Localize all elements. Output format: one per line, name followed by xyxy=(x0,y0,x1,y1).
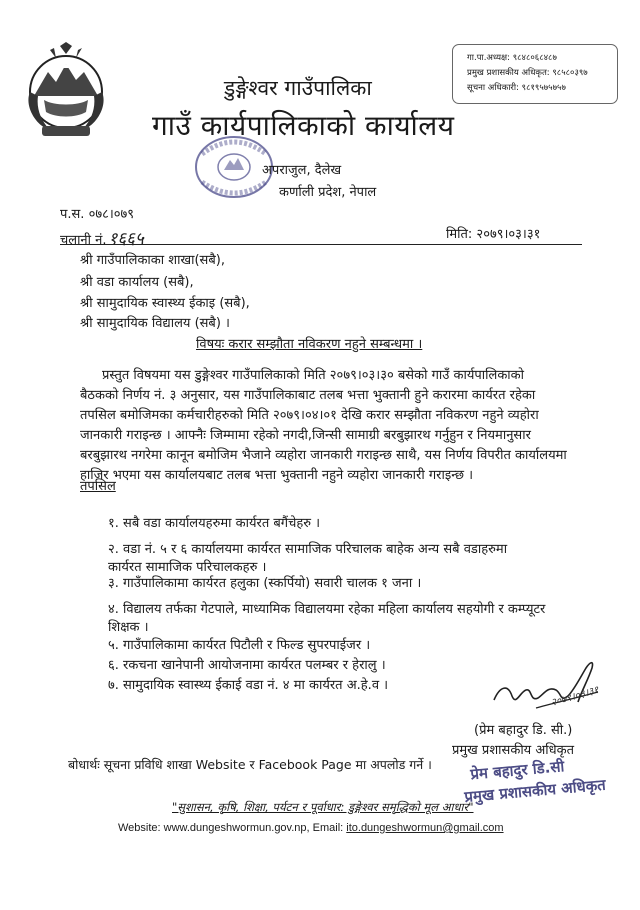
signer-name: (प्रेम बहादुर डि. सी.) xyxy=(474,723,573,738)
signature-date-scribble: २०७९।०३।३१ xyxy=(549,684,601,709)
address-line-1: अपराजुल, दैलेख xyxy=(262,163,342,178)
contact-box xyxy=(452,44,618,104)
list-item: ३. गाउँपालिकामा कार्यरत हलुका (स्कर्पियो) सवारी चालक १ जना । xyxy=(108,576,422,591)
list-item-continuation: कार्यरत सामाजिक परिचालकहरु । xyxy=(108,560,267,575)
list-item-continuation: शिक्षक । xyxy=(108,620,149,635)
list-item: ५. गाउँपालिकामा कार्यरत पिटौली र फिल्ड सुपरपाईजर । xyxy=(108,638,371,653)
bodhartha-note: बोधार्थः सूचना प्रविधि शाखा Website र Facebook Page मा अपलोड गर्ने । xyxy=(68,757,432,772)
office-title: गाउँ कार्यपालिकाको कार्यालय xyxy=(152,109,455,142)
stamp-name: प्रेम बहादुर डि.सी xyxy=(469,757,566,784)
contact-cao: प्रमुख प्रशासकीय अधिकृत: ९८५८०३९७ xyxy=(467,68,588,78)
footer-email-link[interactable]: ito.dungeshwormun@gmail.com xyxy=(346,822,504,834)
signer-title: प्रमुख प्रशासकीय अधिकृत xyxy=(452,743,575,758)
contact-info-officer: सूचना अधिकारी: ९८१९५७५७५७ xyxy=(467,83,566,93)
body-paragraph xyxy=(80,366,582,486)
body-line: बैठकको निर्णय नं. ३ अनुसार, यस गाउँपालिकाबाट तलब भत्ता भुक्तानी हुने करारमा कार्यरत रहेका xyxy=(80,388,536,403)
chalani-number xyxy=(60,226,144,249)
chalani-label: चलानी नं. xyxy=(60,233,107,248)
body-line: जानकारी गराइन्छ । आफ्नैः जिम्मामा रहेको नगदी,जिन्सी सामाग्री बरबुझारथ गर्नुहुन र नियमानुसार xyxy=(80,428,531,443)
patra-sankhya: प.स. ०७८।०७९ xyxy=(60,207,135,222)
list-item: ७. सामुदायिक स्वास्थ्य ईकाई वडा नं. ४ मा कार्यरत अ.हे.व । xyxy=(108,678,389,693)
tapsil-heading: तपसिल xyxy=(80,479,116,494)
header-divider xyxy=(60,244,582,245)
footer-website: Website: www.dungeshwormun.gov.np, Email: xyxy=(118,822,344,834)
chalani-handwritten-no: १६६५ xyxy=(108,229,144,249)
body-line: हाजिर भएमा यस कार्यालयबाट तलब भत्ता भुक्तानी नहुने व्यहोरा जानकारी गराइन्छ । xyxy=(80,468,474,483)
handwritten-signature xyxy=(486,656,606,720)
address-line-2: कर्णाली प्रदेश, नेपाल xyxy=(279,185,377,200)
body-line: बरबुझारथ नगरेमा कानून बमोजिम भैजाने व्यहोरा जानकारी गराइन्छ साथै, यस निर्णय विपरीत कार्यालयमा xyxy=(80,448,567,463)
list-item: १. सबै वडा कार्यालयहरुमा कार्यरत बगैंचेहरु । xyxy=(108,516,321,531)
body-line: तपसिल बमोजिमका कर्मचारीहरुको मिति २०७९।०४।०१ देखि करार सम्झौता नविकरण नहुने व्यहोरा xyxy=(80,408,539,423)
designation-stamp xyxy=(452,726,612,806)
body-line: प्रस्तुत विषयमा यस डुङ्गेश्वर गाउँपालिकाको मिति २०७९।०३।३० बसेको गाउँ कार्यपालिकाको xyxy=(102,368,525,383)
recipient-line: श्री वडा कार्यालय (सबै), xyxy=(80,275,194,290)
nepal-emblem-logo xyxy=(20,42,112,140)
list-item: २. वडा नं. ५ र ६ कार्यालयमा कार्यरत सामाजिक परिचालक बाहेक अन्य सबै वडाहरुमा xyxy=(108,542,508,557)
recipient-line: श्री सामुदायिक स्वास्थ्य ईकाइ (सबै), xyxy=(80,296,250,311)
list-item: ६. रकचना खानेपानी आयोजनामा कार्यरत पलम्बर र हेरालु । xyxy=(108,658,386,673)
footer-motto: "सुशासन, कृषि, शिक्षा, पर्यटन र पूर्वाधार: डुङ्गेश्वर समृद्धिको मूल आधार" xyxy=(172,800,474,814)
letter-subject: विषयः करार सम्झौता नविकरण नहुने सम्बन्धमा । xyxy=(196,337,423,352)
municipality-name: डुङ्गेश्वर गाउँपालिका xyxy=(224,76,372,100)
stamp-title: प्रमुख प्रशासकीय अधिकृत xyxy=(463,775,607,806)
recipient-line: श्री सामुदायिक विद्यालय (सबै) । xyxy=(80,316,230,331)
list-item: ४. विद्यालय तर्फका गेटपाले, माध्यामिक विद्यालयमा रहेका महिला कार्यालय सहयोगी र कम्प्यूटर xyxy=(108,602,546,617)
recipient-line: श्री गाउँपालिकाका शाखा(सबै), xyxy=(80,253,225,268)
contact-chairperson: गा.पा.अध्यक्ष: ९८४८०६८४८७ xyxy=(467,53,557,63)
letter-date: मिति: २०७९।०३।३१ xyxy=(446,227,541,242)
footer-contact xyxy=(118,822,504,834)
